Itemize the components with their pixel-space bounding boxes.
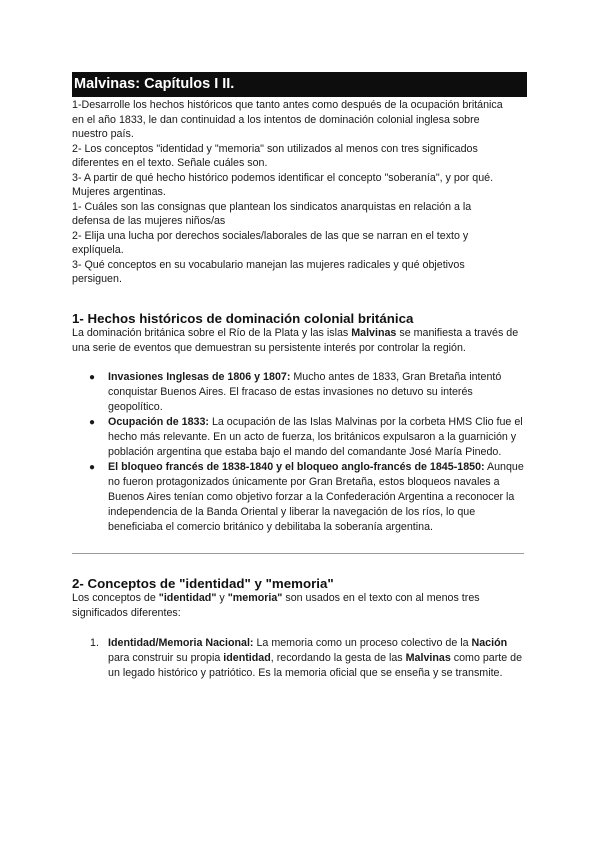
item-title: Ocupación de 1833: (108, 415, 209, 428)
section-2-paragraph (72, 591, 527, 621)
instructions-block (72, 98, 527, 287)
intro-line: Mujeres argentinas. (72, 186, 166, 198)
item-title: El bloqueo francés de 1838-1840 y el bloqueo anglo-francés de 1845-1850: (108, 460, 485, 473)
paragraph-text: se manifiesta a través de una serie de eventos que demuestran su persistente interés por controlar la región. (72, 326, 519, 354)
paragraph-bold: "memoria" (227, 591, 283, 604)
paragraph-text: La dominación británica sobre el Río de la Plata y las islas (72, 326, 352, 339)
intro-line: persiguen. (72, 273, 122, 285)
document-page (72, 72, 527, 681)
item-text: Mucho antes de 1833, Gran Bretaña intentó conquistar Buenos Aires. El fracaso de estas invasiones no detuvo su interés geopolítico. (108, 370, 502, 413)
intro-line: en el año 1833, le dan continuidad a los intentos de dominación colonial inglesa sobre (72, 113, 480, 126)
item-text: como parte de un legado histórico y patriótico. Es la memoria oficial que se enseña y se transmite. (108, 651, 523, 679)
item-text: Aunque no fueron protagonizados únicamente por Gran Bretaña, estos bloqueos navales a Buenos Aires tenían como objetivo forzar a la Confederación Argentina a reconocer la independencia de la Banda Oriental y liberar la navegación de los ríos, lo que beneficiaba el comercio británico y debilitaba la soberanía argentina. (108, 460, 524, 533)
section-divider (72, 553, 524, 554)
section-1-heading: 1- Hechos históricos de dominación colonial británica (72, 310, 414, 326)
intro-line: 3- Qué conceptos en su vocabulario manejan las mujeres radicales y qué objetivos (72, 258, 465, 271)
events-list (72, 370, 527, 535)
intro-line: 3- A partir de qué hecho histórico podemos identificar el concepto "soberanía", y por qué. (72, 171, 494, 184)
document-title: Malvinas: Capítulos I II. (72, 72, 527, 97)
intro-line: 2- Elija una lucha por derechos sociales/laborales de las que se narran en el texto y (72, 229, 469, 242)
section-1-paragraph (72, 326, 527, 356)
item-text: para construir su propia (108, 651, 224, 664)
item-bold: Malvinas (405, 651, 451, 664)
intro-line: 1- Cuáles son las consignas que plantean los sindicatos anarquistas en relación a la (72, 200, 472, 213)
list-item (72, 636, 527, 681)
item-text: , recordando la gesta de las (270, 651, 406, 664)
intro-line: nuestro país. (72, 128, 134, 140)
bullet-icon: ● (89, 371, 96, 383)
list-item (72, 370, 527, 415)
paragraph-bold: "identidad" (158, 591, 217, 604)
item-title: Identidad/Memoria Nacional: (108, 636, 254, 649)
bullet-icon: ● (89, 416, 96, 428)
item-title: Invasiones Inglesas de 1806 y 1807: (108, 370, 291, 383)
item-bold: identidad (223, 651, 271, 664)
intro-line: defensa de las mujeres niños/as (72, 215, 226, 227)
intro-line: explíquela. (72, 244, 124, 256)
item-text: La ocupación de las Islas Malvinas por la corbeta HMS Clio fue el hecho más relevante. En un acto de fuerza, los británicos expulsaron a la guarnición y población argentina que estaba bajo el mando del comandante José María Pinedo. (108, 415, 523, 458)
item-text: La memoria como un proceso colectivo de la (253, 636, 472, 649)
bullet-icon: ● (89, 461, 96, 473)
intro-line: 1-Desarrolle los hechos históricos que tanto antes como después de la ocupación británica (72, 99, 503, 111)
list-item (72, 415, 527, 460)
paragraph-bold: Malvinas (351, 326, 397, 339)
paragraph-text: Los conceptos de (72, 591, 159, 604)
section-2-heading: 2- Conceptos de "identidad" y "memoria" (72, 575, 334, 591)
concepts-list (72, 636, 527, 681)
paragraph-text: y (216, 591, 228, 604)
intro-line: 2- Los conceptos "identidad y "memoria" son utilizados al menos con tres significados (72, 142, 478, 155)
item-number: 1. (90, 636, 99, 649)
paragraph-text: son usados en el texto con al menos tres significados diferentes: (72, 591, 480, 619)
list-item (72, 460, 527, 535)
item-bold: Nación (471, 636, 508, 649)
intro-line: diferentes en el texto. Señale cuáles son. (72, 157, 268, 169)
